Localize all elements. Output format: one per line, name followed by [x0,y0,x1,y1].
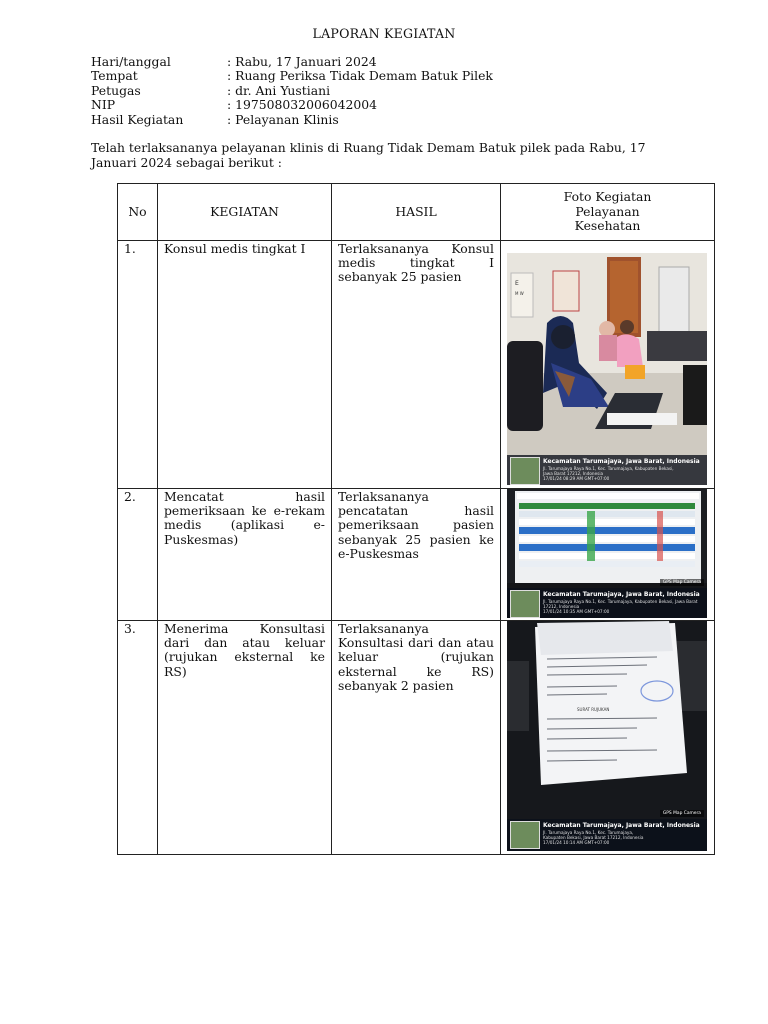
meta-label: Petugas [91,82,141,98]
svg-text:SURAT RUJUKAN: SURAT RUJUKAN [577,707,610,712]
row-no-cell [118,241,158,489]
report-title: LAPORAN KEGIATAN [312,26,456,41]
row-hasil-cell [332,489,501,621]
stamp-address [543,830,643,845]
stamp-address [543,599,697,614]
stamp-line: Jawa Barat 17212, Indonesia [543,471,604,476]
meta-value: : Ruang Periksa Tidak Demam Batuk Pilek [227,68,493,84]
header-foto-line: Pelayanan [575,203,640,219]
activity-photo-referral [507,621,707,851]
header-foto-line: Foto Kegiatan [563,189,652,205]
stamp-location: Kecamatan Tarumajaya, Jawa Barat, Indonesia [543,822,700,829]
intro-paragraph: Telah terlaksananya pelayanan klinis di Ruang Tidak Demam Batuk pilek pada Rabu, 17 Januari 2024 sebagai berikut : [91,140,646,170]
meta-value: : Pelayanan Klinis [227,111,339,127]
activity-table [117,183,715,855]
activity-photo-clinic [507,253,707,485]
stamp-address [543,466,674,481]
stamp-line: 17/01/24 08:29 AM GMT+07:00 [543,476,610,481]
row-no-cell [118,489,158,621]
row-no: 1. [124,241,136,256]
meta-value: : dr. Ani Yustiani [227,82,331,98]
header-foto [501,184,715,241]
row-no: 3. [124,621,136,636]
table-row [118,241,715,489]
stamp-line: Jl. Tarumajaya Raya No.1, Kec. Tarumajaya, Kabupaten Bekasi, [543,466,674,471]
meta-value: : 197508032006042004 [227,97,378,113]
row-kegiatan: Konsul medis tingkat I [164,241,306,256]
header-no: No [118,184,158,241]
row-hasil-cell [332,621,501,855]
row-kegiatan: Menerima Konsultasi dari dan atau keluar (rujukan eksternal ke RS) [164,621,325,679]
stamp-line: 17/01/24 10:14 AM GMT+07:00 [543,840,610,845]
header-hasil: HASIL [332,184,501,241]
meta-value: : Rabu, 17 Januari 2024 [227,54,377,69]
meta-row-date [91,55,493,69]
meta-row-nip [91,98,493,112]
meta-label: Hasil Kegiatan [91,111,184,127]
clinic-scene-image [507,253,707,485]
stamp-location: Kecamatan Tarumajaya, Jawa Barat, Indonesia [543,591,700,598]
header-kegiatan: KEGIATAN [158,184,332,241]
meta-label: NIP [91,97,116,113]
gps-stamp [507,588,707,618]
svg-text:M W: M W [515,291,524,296]
row-photo-cell [501,241,715,489]
meta-row-result [91,113,493,127]
gps-map-camera-badge: GPS Map Camera [660,579,704,586]
stamp-line: Jl. Tarumajaya Raya No.1, Kec. Tarumajaya, [543,830,634,835]
meta-label: Hari/tanggal [91,54,171,69]
map-thumbnail-icon [510,457,540,485]
row-hasil: Terlaksananya pencatatan hasil pemeriksaan pasien sebanyak 25 pasien ke e-Puskesmas [338,489,494,561]
row-hasil: Terlaksananya Konsultasi dari dan atau keluar (rujukan eksternal ke RS) sebanyak 2 pasien [338,621,494,693]
row-hasil: Terlaksananya Konsul medis tingkat I sebanyak 25 pasien [338,241,494,285]
gps-map-camera-badge: GPS Map Camera [660,810,704,817]
row-photo-cell [501,489,715,621]
meta-label: Tempat [91,68,138,84]
stamp-location: Kecamatan Tarumajaya, Jawa Barat, Indonesia [543,458,700,465]
row-hasil-cell [332,241,501,489]
table-header-row [118,184,715,241]
report-meta [91,55,493,127]
stamp-line: Kabupaten Bekasi, Jawa Barat 17212, Indonesia [543,835,644,840]
map-thumbnail-icon [510,821,540,849]
row-photo-cell [501,621,715,855]
row-no: 2. [124,489,136,504]
activity-photo-screen [507,489,707,618]
row-kegiatan-cell [158,241,332,489]
map-thumbnail-icon [510,590,540,618]
table-row [118,621,715,855]
table-row [118,489,715,621]
stamp-line: Jl. Tarumajaya Raya No.1, Kec. Tarumajaya, Kabupaten Bekasi, Jawa Barat [543,599,698,604]
meta-row-place [91,69,493,83]
gps-stamp [507,455,707,485]
stamp-line: 17/01/24 10:35 AM GMT+07:00 [543,609,610,614]
header-foto-line: Kesehatan [574,218,641,234]
row-kegiatan-cell [158,621,332,855]
meta-row-officer [91,84,493,98]
row-no-cell [118,621,158,855]
row-kegiatan-cell [158,489,332,621]
row-kegiatan: Mencatat hasil pemeriksaan ke e-rekam medis (aplikasi e-Puskesmas) [164,489,325,547]
svg-text:E: E [515,280,519,287]
gps-stamp [507,819,707,851]
stamp-line: 17212, Indonesia [543,604,580,609]
